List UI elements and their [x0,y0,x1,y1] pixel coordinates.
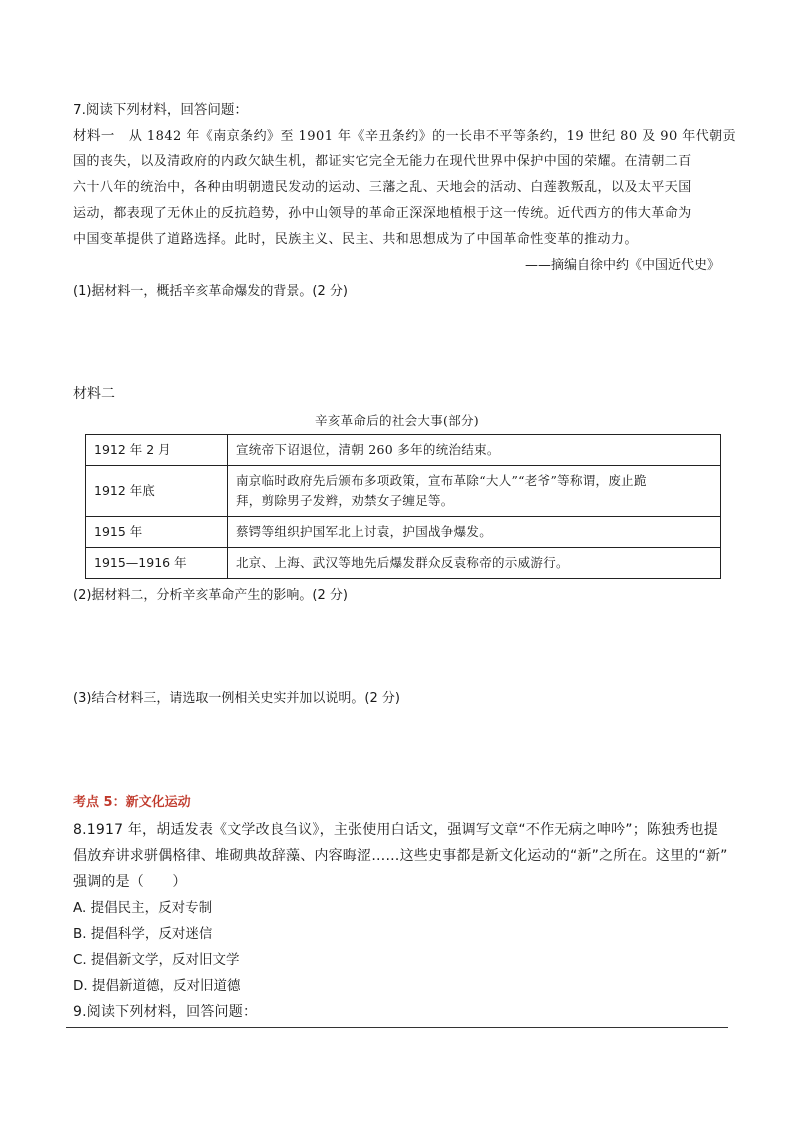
topic-heading: 考点 5：新文化运动 [73,795,191,810]
material-1-line: 国的丧失，以及清政府的内政欠缺生机，都证实它完全无能力在现代世界中保护中国的荣耀。在清朝二百 [73,154,692,169]
question-9-title: 9.阅读下列材料，回答问题： [73,1004,258,1020]
option-b: B. 提倡科学，反对迷信 [73,926,213,942]
table-cell-event: 宣统帝下诏退位，清朝 260 多年的统治结束。 [228,435,721,466]
material-1-line: 材料一 从 1842 年《南京条约》至 1901 年《辛丑条约》的一长串不平等条约，19 世纪 80 及 90 年代朝贡 [73,128,737,144]
material-1-line: 运动，都表现了无休止的反抗趋势，孙中山领导的革命正深深地植根于这一传统。近代西方的伟大革命为 [73,206,692,221]
table-row [86,466,721,517]
table-cell-date: 1912 年 2 月 [86,435,228,466]
question-8-line: 强调的是（ ） [73,874,187,890]
table-row [86,435,721,466]
material-1-label: 材料一 [73,128,115,144]
table-cell-event: 蔡锷等组织护国军北上讨袁，护国战争爆发。 [228,517,721,548]
material-1-line: 六十八年的统治中，各种由明朝遗民发动的运动、三藩之乱、天地会的活动、白莲教叛乱，以及太平天国 [73,180,692,195]
table-cell-date: 1912 年底 [86,466,228,517]
question-8-line: 倡放弃讲求骈偶格律、堆砌典故辞藻、内容晦涩……这些史事都是新文化运动的“新”之所在。这里的“新” [73,848,728,864]
events-table [85,434,721,579]
material-1-line: 中国变革提供了道路选择。此时，民族主义、民主、共和思想成为了中国革命性变革的推动力。 [73,232,638,247]
material-1-source: ——摘编自徐中约《中国近代史》 [524,258,720,273]
question-7-title: 7.阅读下列材料，回答问题： [73,102,248,118]
table-row [86,548,721,579]
table-cell-date: 1915 年 [86,517,228,548]
page-footer-divider [66,1027,728,1028]
sub-question-3: (3)结合材料三，请选取一例相关史实并加以说明。(2 分) [73,691,400,706]
sub-question-1: (1)据材料一，概括辛亥革命爆发的背景。(2 分) [73,284,348,299]
table-row [86,517,721,548]
material-2-label: 材料二 [73,386,115,402]
option-a: A. 提倡民主，反对专制 [73,900,213,916]
table-caption: 辛亥革命后的社会大事(部分) [315,413,479,428]
sub-question-2: (2)据材料二，分析辛亥革命产生的影响。(2 分) [73,588,348,603]
table-cell-event: 北京、上海、武汉等地先后爆发群众反袁称帝的示威游行。 [228,548,721,579]
table-cell-date: 1915—1916 年 [86,548,228,579]
option-d: D. 提倡新道德，反对旧道德 [73,978,241,994]
question-8-line: 8.1917 年，胡适发表《文学改良刍议》，主张使用白话文，强调写文章“不作无病之呻吟”；陈独秀也提 [73,822,718,838]
option-c: C. 提倡新文学，反对旧文学 [73,952,240,968]
table-cell-event: 南京临时政府先后颁布多项政策，宣布革除“大人”“老爷”等称谓，废止跪 拜，剪除男子发辫，劝禁女子缠足等。 [228,466,721,517]
